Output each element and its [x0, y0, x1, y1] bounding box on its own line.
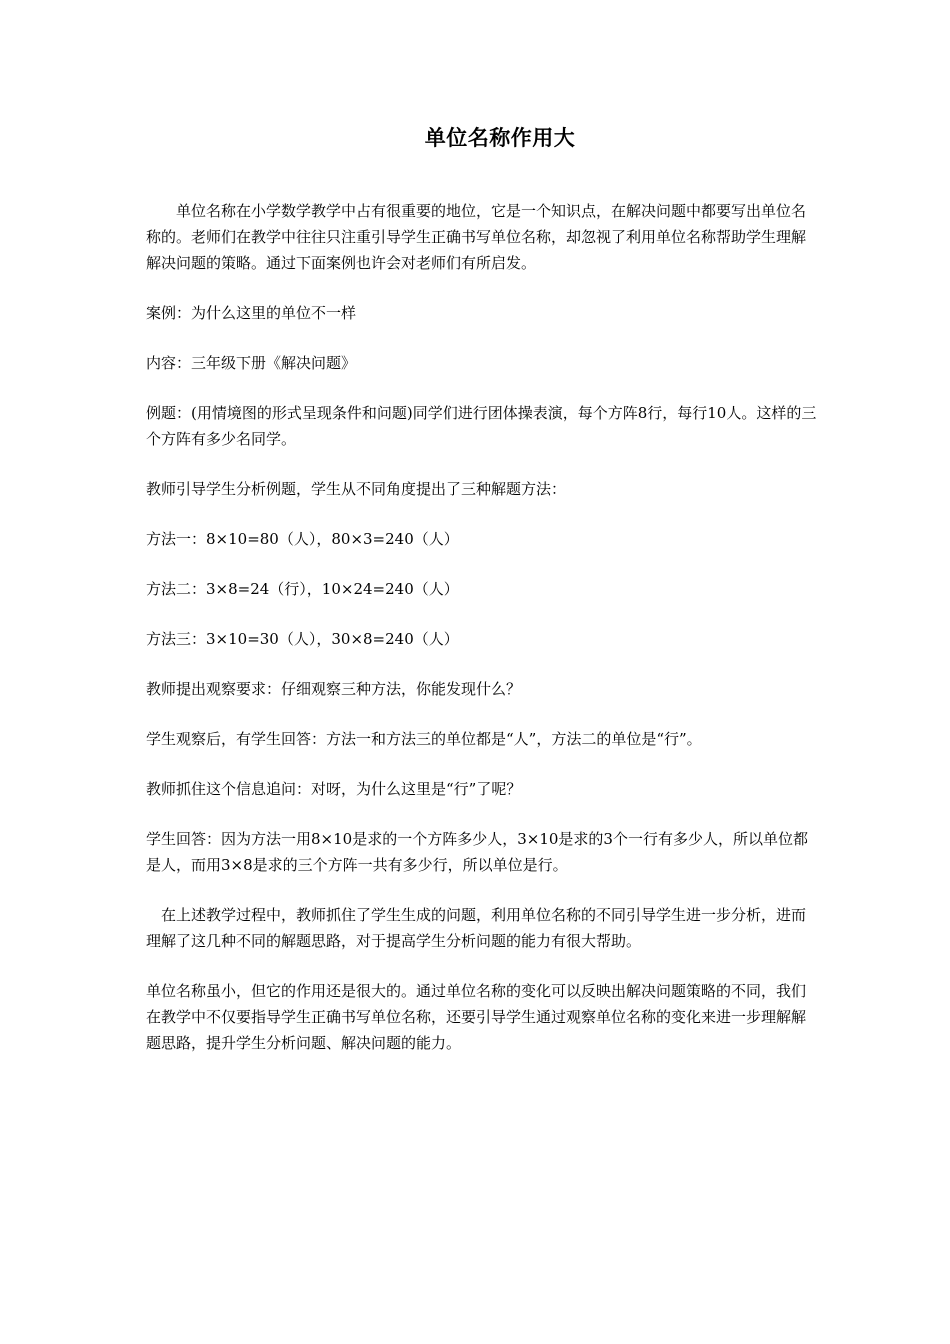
teacher-question-line: 教师抓住这个信息追问：对呀，为什么这里是“行”了呢？ [146, 780, 522, 798]
conclusion-paragraph: 单位名称虽小，但它的作用还是很大的。通过单位名称的变化可以反映出解决问题策略的不同，我们在教学中不仅要指导学生正确书写单位名称，还要引导学生通过观察单位名称的变化来进一步理解解题思路，提升学生分析问题、解决问题的能力。 [146, 982, 807, 1052]
content-line: 内容：三年级下册《解决问题》 [146, 354, 357, 372]
method-one-line: 方法一：8×10=80（人），80×3=240（人） [146, 530, 459, 548]
document-body [146, 198, 818, 1080]
student-answer-line: 学生观察后，有学生回答：方法一和方法三的单位都是“人”，方法二的单位是“行”。 [146, 730, 702, 748]
intro-paragraph: 单位名称在小学数学教学中占有很重要的地位，它是一个知识点，在解决问题中都要写出单位名称的。老师们在教学中往往只注重引导学生正确书写单位名称，却忽视了利用单位名称帮助学生理解解决问题的策略。通过下面案例也许会对老师们有所启发。 [146, 202, 807, 272]
reflection-paragraph: 在上述教学过程中，教师抓住了学生生成的问题，利用单位名称的不同引导学生进一步分析，进而理解了这几种不同的解题思路，对于提高学生分析问题的能力有很大帮助。 [146, 906, 807, 950]
method-three-line: 方法三：3×10=30（人），30×8=240（人） [146, 630, 459, 648]
analysis-line: 教师引导学生分析例题，学生从不同角度提出了三种解题方法： [146, 480, 567, 498]
example-paragraph: 例题：(用情境图的形式呈现条件和问题)同学们进行团体操表演，每个方阵8行，每行10人。这样的三个方阵有多少名同学。 [146, 404, 817, 448]
document-title: 单位名称作用大 [424, 125, 576, 150]
student-explanation-paragraph: 学生回答：因为方法一用8×10是求的一个方阵多少人，3×10是求的3个一行有多少人，所以单位都是人，而用3×8是求的三个方阵一共有多少行，所以单位是行。 [146, 830, 808, 874]
method-two-line: 方法二：3×8=24（行），10×24=240（人） [146, 580, 459, 598]
observation-requirement-line: 教师提出观察要求：仔细观察三种方法，你能发现什么？ [146, 680, 522, 698]
case-line: 案例：为什么这里的单位不一样 [146, 304, 357, 322]
